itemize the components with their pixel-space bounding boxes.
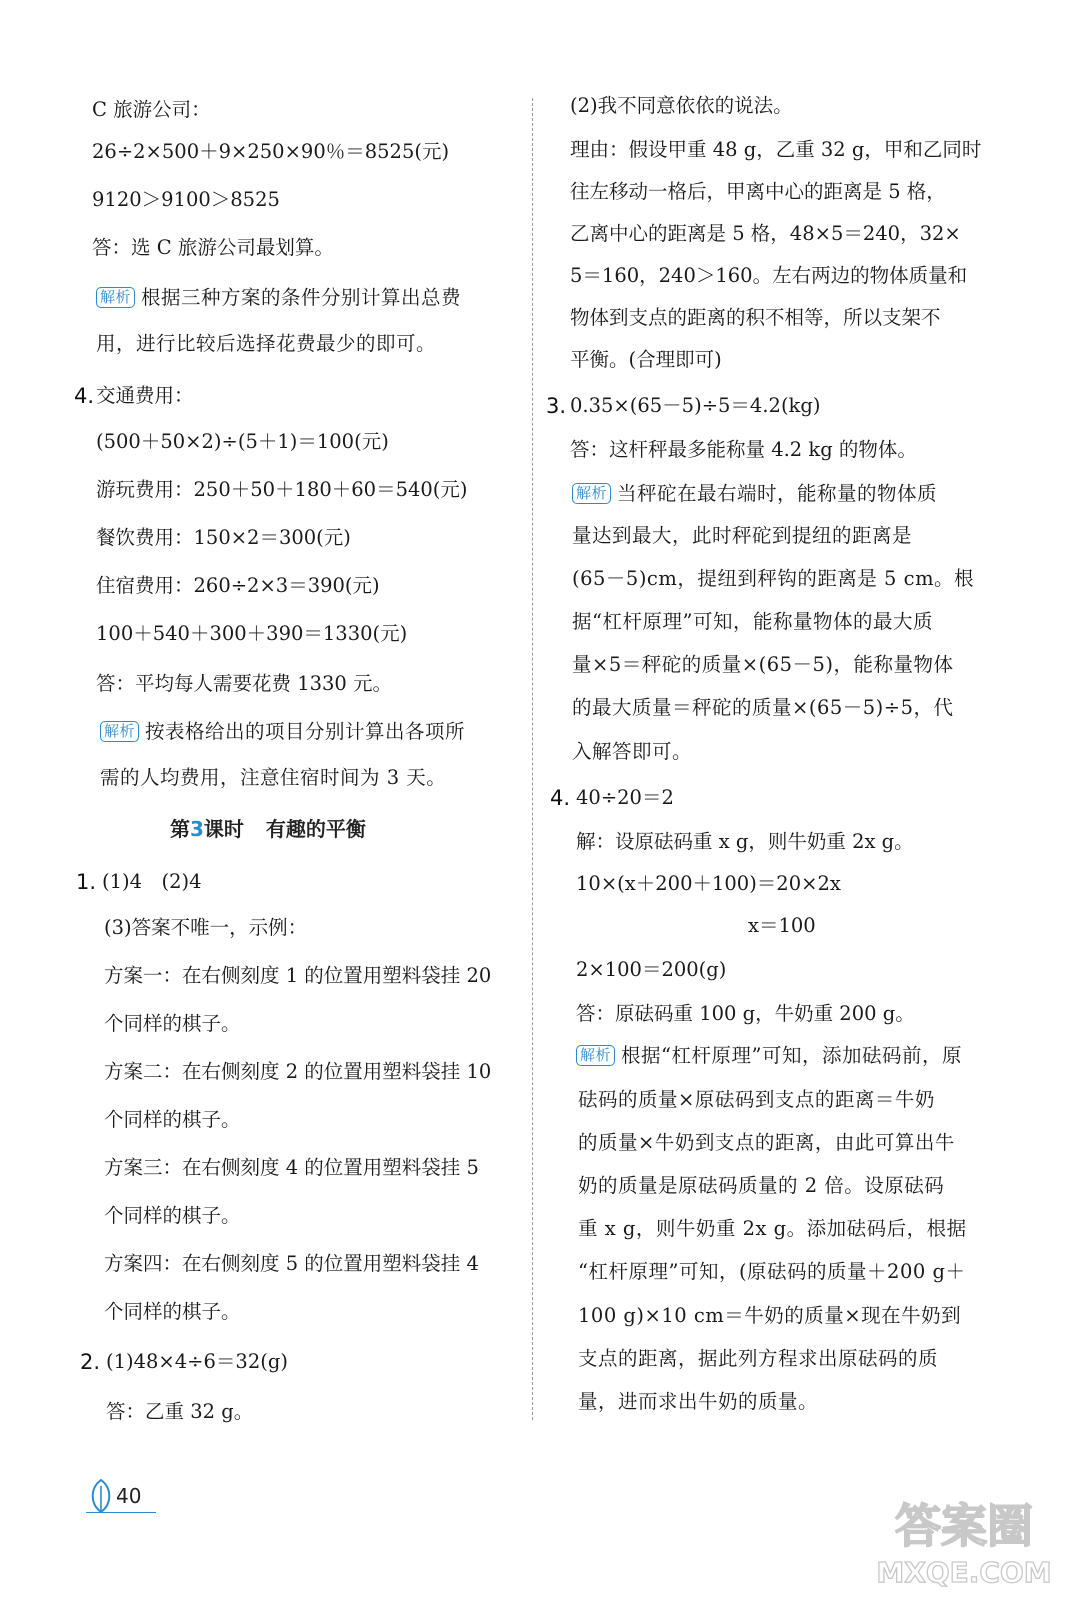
text-line: (3)答案不唯一，示例： (104, 916, 308, 939)
page-number: 40 (116, 1484, 142, 1508)
text-line: 理由：假设甲重 48 g，乙重 32 g，甲和乙同时 (570, 138, 982, 161)
svg-text:答案圈: 答案圈 (895, 1499, 1033, 1553)
analysis-tag: 解析 (576, 1045, 615, 1066)
analysis-line: 的最大质量＝秤砣的质量×(65－5)÷5，代 (572, 696, 954, 719)
equation-line: 住宿费用：260÷2×3＝390(元) (96, 574, 380, 597)
analysis-line: 重 x g，则牛奶重 2x g。添加砝码后，根据 (578, 1217, 967, 1240)
equation-line: 10×(x＋200＋100)＝20×2x (576, 872, 841, 895)
question-number: 2. (80, 1350, 101, 1374)
lesson-title: 有趣的平衡 (265, 817, 366, 841)
analysis-text: 根据三种方案的条件分别计算出总费 (141, 286, 462, 309)
equation-line: 26÷2×500＋9×250×90％＝8525(元) (92, 140, 450, 163)
analysis-line: (65－5)cm，提纽到秤钩的距离是 5 cm。根 (572, 567, 975, 590)
text-line: 乙离中心的距离是 5 格，48×5＝240，32× (570, 222, 961, 245)
text-line: 方案一：在右侧刻度 1 的位置用塑料袋挂 20 (104, 964, 492, 987)
analysis-line (576, 1042, 962, 1070)
text-line: (1)4 (2)4 (102, 870, 202, 893)
analysis-line: 量×5＝秤砣的质量×(65－5)，能称量物体 (572, 653, 954, 676)
text-line: 个同样的棋子。 (104, 1108, 241, 1131)
answer-line: 答：选 C 旅游公司最划算。 (92, 236, 334, 259)
analysis-line: 入解答即可。 (572, 740, 693, 763)
text-line: 方案二：在右侧刻度 2 的位置用塑料袋挂 10 (104, 1060, 492, 1083)
comparison-line: 9120＞9100＞8525 (92, 188, 280, 211)
answer-line: 答：乙重 32 g。 (106, 1400, 254, 1423)
analysis-text: 根据“杠杆原理”可知，添加砝码前，原 (621, 1044, 962, 1067)
question-number: 4. (74, 384, 95, 408)
equation-line: (500＋50×2)÷(5＋1)＝100(元) (96, 430, 389, 453)
text-line: 方案三：在右侧刻度 4 的位置用塑料袋挂 5 (104, 1156, 479, 1179)
column-divider (532, 98, 533, 1420)
text-line: (2)我不同意依依的说法。 (570, 94, 793, 117)
equation-line: x＝100 (748, 914, 816, 937)
analysis-line: 的质量×牛奶到支点的距离，由此可算出牛 (578, 1131, 955, 1154)
analysis-text: 按表格给出的项目分别计算出各项所 (145, 720, 466, 743)
analysis-line: 奶的质量是原砝码质量的 2 倍。设原砝码 (578, 1174, 945, 1197)
analysis-line: 支点的距离，据此列方程求出原砝码的质 (578, 1347, 939, 1370)
analysis-line: “杠杆原理”可知，(原砝码的质量＋200 g＋ (578, 1260, 966, 1283)
analysis-line: 量达到最大，此时秤砣到提纽的距离是 (572, 524, 913, 547)
equation-line: 100＋540＋300＋390＝1330(元) (96, 622, 408, 645)
analysis-line (96, 284, 461, 312)
answer-line: 答：原砝码重 100 g，牛奶重 200 g。 (576, 1002, 915, 1025)
text-line: 解：设原砝码重 x g，则牛奶重 2x g。 (576, 830, 914, 853)
equation-line: (1)48×4÷6＝32(g) (106, 1350, 288, 1373)
text-line: 物体到支点的距离的积不相等，所以支架不 (570, 306, 941, 329)
analysis-line: 砝码的质量×原砝码到支点的距离＝牛奶 (578, 1088, 935, 1111)
equation-line: 0.35×(65－5)÷5＝4.2(kg) (570, 394, 821, 417)
equation-line: 游玩费用：250＋50＋180＋60＝540(元) (96, 478, 468, 501)
watermark-logo (872, 1490, 1058, 1590)
analysis-tag: 解析 (100, 721, 139, 742)
analysis-tag: 解析 (572, 483, 611, 504)
text-line: 个同样的棋子。 (104, 1204, 241, 1227)
text-line: 平衡。(合理即可) (570, 348, 722, 371)
text-line: C 旅游公司： (92, 98, 211, 121)
analysis-text: 当秤砣在最右端时，能称量的物体质 (617, 482, 938, 505)
equation-line: 餐饮费用：150×2＝300(元) (96, 526, 351, 549)
question-number: 3. (546, 394, 567, 418)
text-line: 5＝160，240＞160。左右两边的物体质量和 (570, 264, 968, 287)
equation-line: 40÷20＝2 (576, 786, 674, 809)
footer-rule (86, 1512, 156, 1513)
text-line: 往左移动一格后，甲离中心的距离是 5 格， (570, 180, 946, 203)
question-number: 1. (76, 870, 97, 894)
analysis-tag: 解析 (96, 287, 135, 308)
text-line: 个同样的棋子。 (104, 1300, 241, 1323)
svg-text:MXQE.COM: MXQE.COM (876, 1556, 1052, 1589)
analysis-line (572, 480, 937, 508)
text-line: 交通费用： (96, 384, 194, 407)
question-number: 4. (550, 786, 571, 810)
lesson-number: 3 (190, 817, 204, 841)
analysis-line: 据“杠杆原理”可知，能称量物体的最大质 (572, 610, 933, 633)
text-line: 个同样的棋子。 (104, 1012, 241, 1035)
analysis-line: 需的人均费用，注意住宿时间为 3 天。 (100, 766, 447, 789)
lesson-heading: 第3课时 有趣的平衡 (170, 817, 366, 841)
answer-line: 答：这杆秤最多能称量 4.2 kg 的物体。 (570, 438, 917, 461)
equation-line: 2×100＝200(g) (576, 958, 727, 981)
analysis-line: 100 g)×10 cm＝牛奶的质量×现在牛奶到 (578, 1304, 962, 1327)
analysis-line: 量，进而求出牛奶的质量。 (578, 1390, 819, 1413)
text-line: 方案四：在右侧刻度 5 的位置用塑料袋挂 4 (104, 1252, 479, 1275)
answer-line: 答：平均每人需要花费 1330 元。 (96, 672, 393, 695)
analysis-line: 用，进行比较后选择花费最少的即可。 (96, 332, 437, 355)
analysis-line (100, 718, 465, 746)
